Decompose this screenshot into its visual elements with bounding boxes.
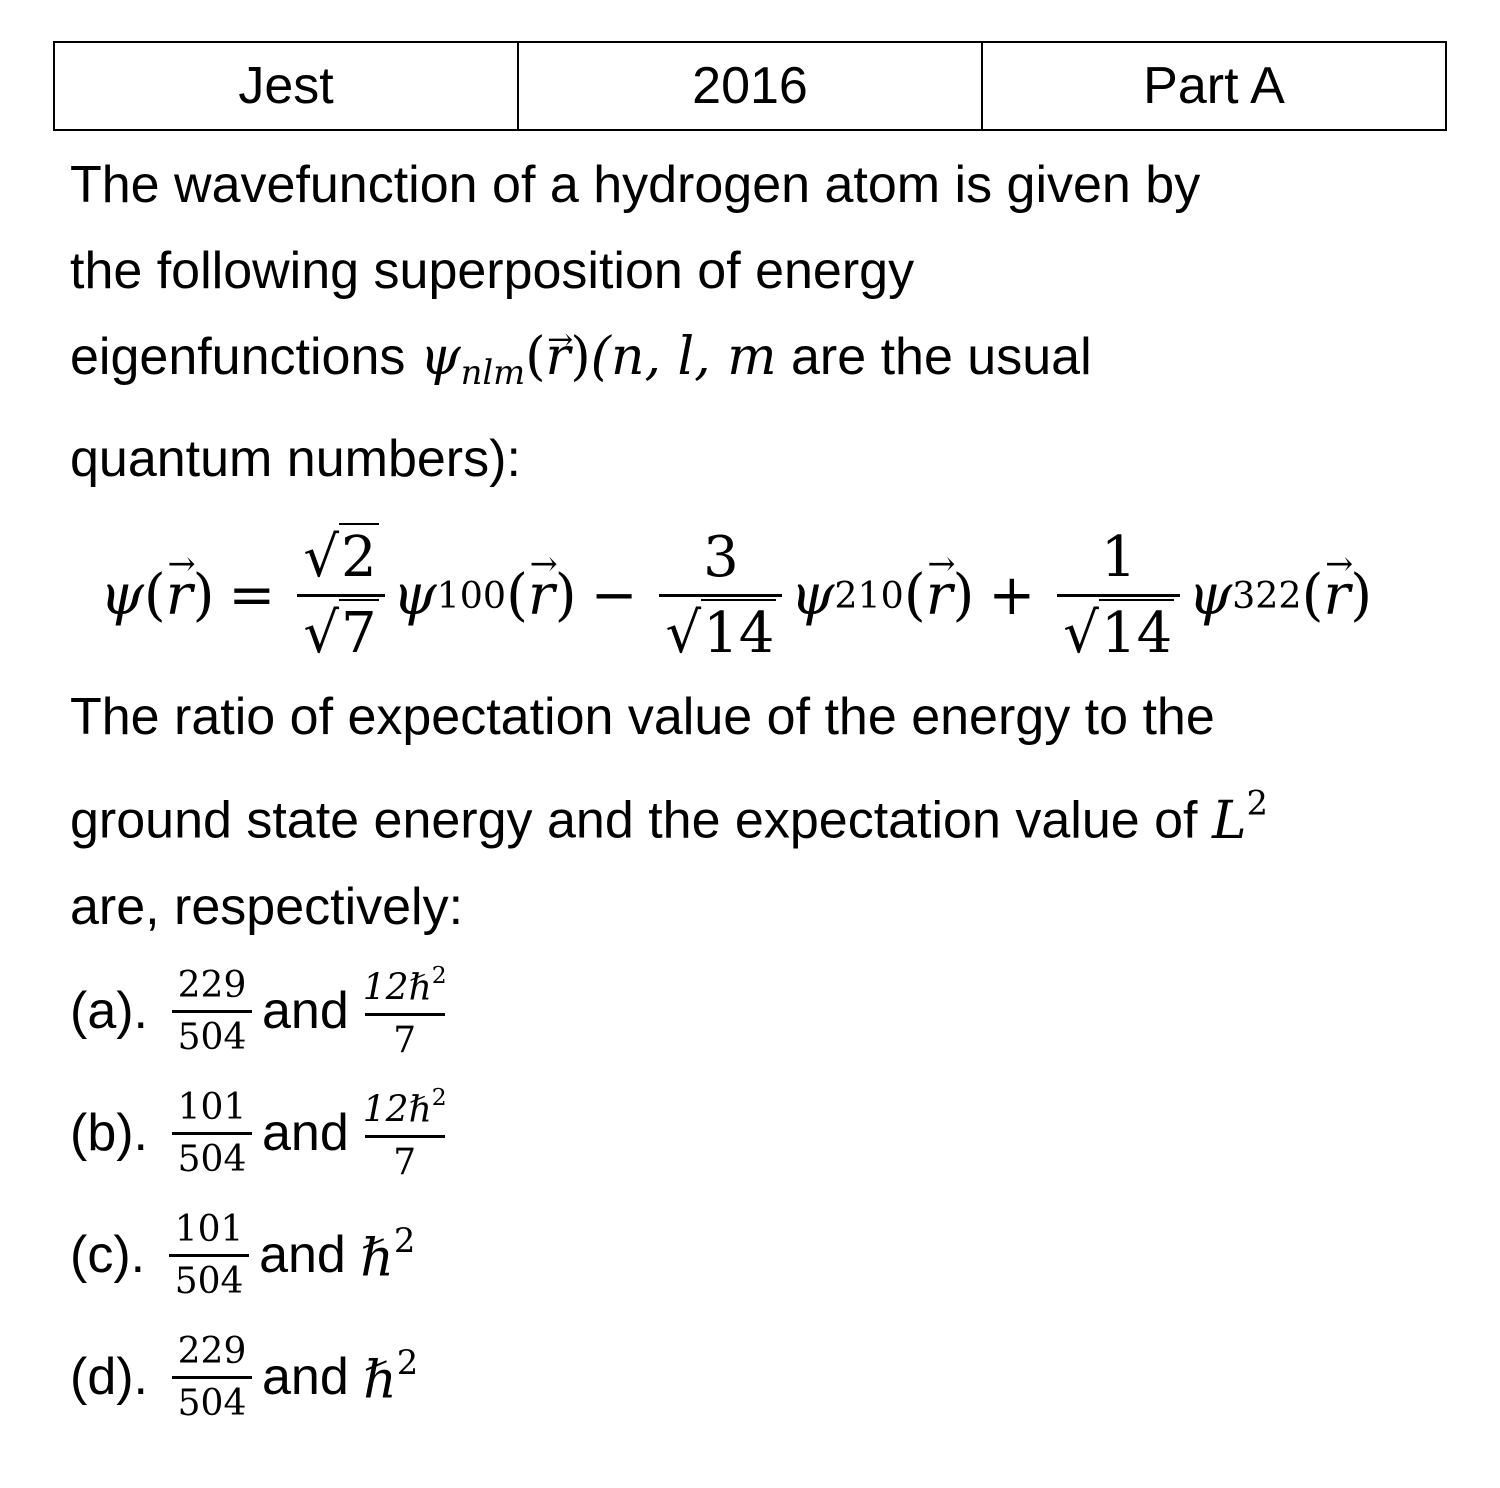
option-a[interactable]: (a). $\frac{229}{504}$ and $\frac{12\hbar^2}{7}$: [70, 950, 870, 1072]
coefficient-3: $\frac{1}{√14}$: [1057, 525, 1180, 666]
psi-term-3: ψ: [1188, 562, 1233, 628]
header-part: Part A: [981, 43, 1445, 129]
coefficient-1: $\frac{√2}{√7}$: [297, 525, 384, 666]
question-intro: [70, 142, 1450, 502]
psi-term-2: ψ: [790, 562, 835, 628]
L2-value: ℏ$^2$: [360, 1221, 416, 1289]
L2-value: $\frac{12\hbar^2}{7}$: [362, 961, 447, 1061]
option-b[interactable]: (b). $\frac{101}{504}$ and $\frac{12\hbar^2}{7}$: [70, 1072, 870, 1194]
energy-ratio: $\frac{101}{504}$: [172, 1087, 252, 1180]
intro-line-1: The wavefunction of a hydrogen atom is given by: [70, 156, 1201, 214]
coefficient-2: $\frac{3}{√14}$: [659, 525, 782, 666]
option-d[interactable]: (d). $\frac{229}{504}$ and ℏ$^2$: [70, 1330, 419, 1424]
intro-line-4: quantum numbers):: [70, 430, 521, 489]
header-table: [53, 41, 1447, 131]
question-text: [70, 674, 1450, 950]
L2-value: ℏ$^2$: [363, 1343, 419, 1411]
intro-line-3: eigenfunctions $\psi_{nlm}(r \to)(n$, l, m are the usual: [70, 314, 1450, 416]
psi-symbol: $\psi_{nlm}$: [419, 327, 526, 393]
L-squared: $L^2$: [1211, 783, 1268, 851]
psi-term-1: ψ: [392, 562, 437, 628]
L2-value: $\frac{12\hbar^2}{7}$: [362, 1083, 447, 1183]
header-year: 2016: [517, 43, 981, 129]
energy-ratio: $\frac{229}{504}$: [172, 965, 252, 1058]
header-exam: Jest: [238, 57, 334, 115]
energy-ratio: $\frac{229}{504}$: [172, 1331, 252, 1424]
minus-sign: −: [590, 562, 638, 628]
question-line-3: are, respectively:: [70, 877, 464, 936]
intro-line-3-tail: are the usual: [790, 328, 1092, 386]
wavefunction-equation: ψ (r →) = $\frac{√2}{√7}$ ψ 100 (r →) − $\frac{3}{√14}$ ψ 210 (r →) + $\frac{1}{√14}$ ψ 322 (r →): [100, 505, 1430, 685]
lhs-psi: ψ: [100, 562, 144, 628]
question-line-1: The ratio of expectation value of the energy to the: [70, 688, 1215, 746]
plus-sign: +: [988, 562, 1036, 628]
option-c[interactable]: (c). $\frac{101}{504}$ and ℏ$^2$: [70, 1208, 416, 1302]
intro-line-2: the following superposition of energy: [70, 242, 915, 300]
energy-ratio: $\frac{101}{504}$: [169, 1209, 249, 1302]
question-line-2: ground state energy and the expectation value of $L^2$: [70, 783, 1268, 851]
quantum-numbers: (n, l, m: [590, 327, 777, 387]
intro-line-3-text: eigenfunctions: [70, 328, 406, 386]
equals-sign: =: [228, 562, 276, 628]
answer-options: [70, 950, 870, 1438]
